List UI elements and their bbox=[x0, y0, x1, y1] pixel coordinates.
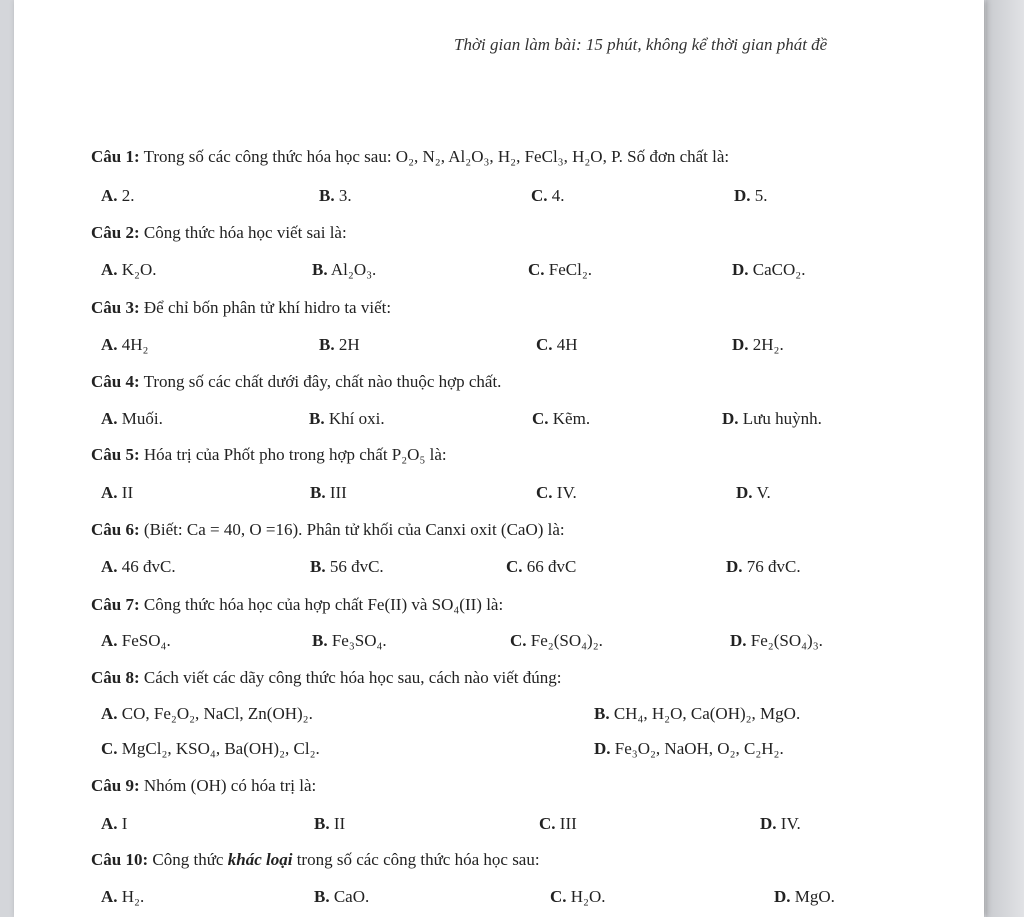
option-c[interactable] bbox=[531, 186, 565, 206]
option-d[interactable] bbox=[774, 887, 835, 907]
option-c[interactable] bbox=[101, 739, 320, 759]
option-text: 2H₂. bbox=[748, 335, 784, 354]
option-letter: A. bbox=[101, 631, 118, 650]
option-b[interactable] bbox=[314, 887, 369, 907]
option-c[interactable] bbox=[506, 557, 576, 577]
question-text: Trong số các công thức hóa học sau: O₂, N₂, Al₂O₃, H₂, FeCl₃, H₂O, P. Số đơn chất là: bbox=[139, 147, 730, 166]
option-c[interactable] bbox=[528, 260, 592, 280]
option-text: H₂O. bbox=[566, 887, 606, 906]
option-letter: A. bbox=[101, 887, 118, 906]
window-gutter bbox=[986, 0, 1024, 917]
option-text: Fe₂(SO₄)₂. bbox=[526, 631, 603, 650]
option-letter: A. bbox=[101, 409, 118, 428]
question-6 bbox=[91, 520, 565, 540]
option-letter: D. bbox=[726, 557, 743, 576]
option-letter: B. bbox=[309, 409, 325, 428]
question-text: Công thức hóa học của hợp chất Fe(II) và SO₄(II) là: bbox=[139, 595, 504, 614]
option-letter: D. bbox=[774, 887, 791, 906]
document-page bbox=[14, 0, 984, 917]
option-letter: A. bbox=[101, 186, 118, 205]
option-letter: B. bbox=[312, 631, 328, 650]
option-text: MgO. bbox=[790, 887, 835, 906]
option-c[interactable] bbox=[536, 335, 578, 355]
option-text: MgCl₂, KSO₄, Ba(OH)₂, Cl₂. bbox=[117, 739, 320, 758]
option-text: CH₄, H₂O, Ca(OH)₂, MgO. bbox=[609, 704, 801, 723]
option-letter: B. bbox=[319, 186, 335, 205]
option-letter: C. bbox=[536, 335, 553, 354]
question-label: Câu 5: bbox=[91, 445, 140, 464]
option-d[interactable] bbox=[760, 814, 801, 834]
option-letter: D. bbox=[732, 260, 749, 279]
option-text: CaCO₂. bbox=[748, 260, 806, 279]
question-label: Câu 8: bbox=[91, 668, 140, 687]
option-c[interactable] bbox=[532, 409, 590, 429]
option-a[interactable] bbox=[101, 557, 176, 577]
option-letter: C. bbox=[532, 409, 549, 428]
option-text: 46 đvC. bbox=[117, 557, 176, 576]
option-b[interactable] bbox=[310, 483, 347, 503]
question-label: Câu 4: bbox=[91, 372, 140, 391]
option-b[interactable] bbox=[319, 186, 352, 206]
option-letter: C. bbox=[506, 557, 523, 576]
option-letter: C. bbox=[536, 483, 553, 502]
option-text: II bbox=[117, 483, 134, 502]
question-emphasis: khác loại bbox=[227, 850, 293, 869]
option-text: III bbox=[325, 483, 347, 502]
option-d[interactable] bbox=[722, 409, 822, 429]
option-text: III bbox=[555, 814, 577, 833]
option-letter: D. bbox=[732, 335, 749, 354]
option-text: FeCl₂. bbox=[544, 260, 593, 279]
option-letter: D. bbox=[736, 483, 753, 502]
option-a[interactable] bbox=[101, 260, 157, 280]
option-a[interactable] bbox=[101, 704, 313, 724]
option-text: 66 đvC bbox=[522, 557, 577, 576]
option-b[interactable] bbox=[314, 814, 345, 834]
option-b[interactable] bbox=[312, 631, 387, 651]
option-d[interactable] bbox=[736, 483, 771, 503]
question-label: Câu 6: bbox=[91, 520, 140, 539]
option-letter: C. bbox=[528, 260, 545, 279]
option-text: Al₂O₃. bbox=[327, 260, 377, 279]
option-text: IV. bbox=[552, 483, 577, 502]
option-letter: D. bbox=[722, 409, 739, 428]
option-d[interactable] bbox=[734, 186, 768, 206]
option-text: CaO. bbox=[329, 887, 370, 906]
option-text: Lưu huỳnh. bbox=[738, 409, 822, 428]
option-letter: D. bbox=[730, 631, 747, 650]
question-1 bbox=[91, 147, 729, 167]
option-letter: B. bbox=[319, 335, 335, 354]
option-letter: D. bbox=[594, 739, 611, 758]
option-letter: A. bbox=[101, 260, 118, 279]
question-label: Câu 3: bbox=[91, 298, 140, 317]
option-d[interactable] bbox=[732, 260, 805, 280]
option-letter: A. bbox=[101, 814, 118, 833]
option-d[interactable] bbox=[732, 335, 784, 355]
question-label: Câu 9: bbox=[91, 776, 140, 795]
option-letter: B. bbox=[312, 260, 328, 279]
option-letter: C. bbox=[539, 814, 556, 833]
option-letter: C. bbox=[550, 887, 567, 906]
option-a[interactable] bbox=[101, 335, 149, 355]
question-10 bbox=[91, 850, 540, 870]
question-text: Cách viết các dãy công thức hóa học sau, cách nào viết đúng: bbox=[139, 668, 562, 687]
option-letter: B. bbox=[314, 814, 330, 833]
option-letter: C. bbox=[101, 739, 118, 758]
question-label: Câu 10: bbox=[91, 850, 149, 869]
option-text: Fe₂(SO₄)₃. bbox=[746, 631, 823, 650]
option-b[interactable] bbox=[594, 704, 800, 724]
option-a[interactable] bbox=[101, 483, 133, 503]
question-text: Để chỉ bốn phân tử khí hidro ta viết: bbox=[139, 298, 392, 317]
question-text: (Biết: Ca = 40, O =16). Phân tử khối của Canxi oxit (CaO) là: bbox=[139, 520, 565, 539]
option-letter: D. bbox=[734, 186, 751, 205]
option-text: 4. bbox=[547, 186, 565, 205]
question-9 bbox=[91, 776, 316, 796]
option-text: Kẽm. bbox=[548, 409, 591, 428]
question-3 bbox=[91, 298, 391, 318]
option-text: V. bbox=[752, 483, 771, 502]
question-text: Trong số các chất dưới đây, chất nào thuộc hợp chất. bbox=[139, 372, 502, 391]
option-letter: A. bbox=[101, 557, 118, 576]
option-b[interactable] bbox=[312, 260, 376, 280]
question-text: Công thức hóa học viết sai là: bbox=[139, 223, 347, 242]
option-b[interactable] bbox=[309, 409, 385, 429]
option-text: 4H bbox=[552, 335, 578, 354]
option-b[interactable] bbox=[310, 557, 384, 577]
option-text: 3. bbox=[334, 186, 352, 205]
question-2 bbox=[91, 223, 347, 243]
question-text-before: Công thức bbox=[148, 850, 228, 869]
option-text: 2H bbox=[334, 335, 360, 354]
time-note: Thời gian làm bài: 15 phút, không kể thời gian phát đề bbox=[454, 35, 828, 54]
option-letter: C. bbox=[510, 631, 527, 650]
option-text: Fe₃SO₄. bbox=[327, 631, 387, 650]
option-text: K₂O. bbox=[117, 260, 157, 279]
option-d[interactable] bbox=[730, 631, 823, 651]
option-a[interactable] bbox=[101, 186, 135, 206]
option-b[interactable] bbox=[319, 335, 360, 355]
option-text: II bbox=[329, 814, 346, 833]
option-letter: B. bbox=[314, 887, 330, 906]
question-8 bbox=[91, 668, 561, 688]
question-4 bbox=[91, 372, 501, 392]
option-letter: B. bbox=[594, 704, 610, 723]
option-a[interactable] bbox=[101, 631, 171, 651]
option-text: Muối. bbox=[117, 409, 163, 428]
option-text: FeSO₄. bbox=[117, 631, 171, 650]
option-text: Khí oxi. bbox=[324, 409, 385, 428]
option-d[interactable] bbox=[726, 557, 801, 577]
option-text: 76 đvC. bbox=[742, 557, 801, 576]
option-text: CO, Fe₂O₂, NaCl, Zn(OH)₂. bbox=[117, 704, 313, 723]
option-letter: A. bbox=[101, 704, 118, 723]
question-7 bbox=[91, 595, 503, 615]
option-letter: A. bbox=[101, 335, 118, 354]
question-label: Câu 7: bbox=[91, 595, 140, 614]
option-letter: B. bbox=[310, 483, 326, 502]
question-text: Nhóm (OH) có hóa trị là: bbox=[139, 776, 317, 795]
option-c[interactable] bbox=[550, 887, 606, 907]
option-a[interactable] bbox=[101, 814, 127, 834]
option-text: 2. bbox=[117, 186, 135, 205]
option-c[interactable] bbox=[536, 483, 577, 503]
question-5 bbox=[91, 445, 447, 465]
option-letter: D. bbox=[760, 814, 777, 833]
question-label: Câu 2: bbox=[91, 223, 140, 242]
option-text: 5. bbox=[750, 186, 768, 205]
question-text: Hóa trị của Phốt pho trong hợp chất P₂O₅ là: bbox=[139, 445, 447, 464]
option-text: IV. bbox=[776, 814, 801, 833]
option-d[interactable] bbox=[594, 739, 784, 759]
option-letter: B. bbox=[310, 557, 326, 576]
option-c[interactable] bbox=[510, 631, 603, 651]
option-letter: A. bbox=[101, 483, 118, 502]
option-a[interactable] bbox=[101, 409, 163, 429]
option-text: Fe₃O₂, NaOH, O₂, C₂H₂. bbox=[610, 739, 784, 758]
option-text: 56 đvC. bbox=[325, 557, 384, 576]
option-letter: C. bbox=[531, 186, 548, 205]
question-label: Câu 1: bbox=[91, 147, 140, 166]
option-text: I bbox=[117, 814, 128, 833]
question-text-after: trong số các công thức hóa học sau: bbox=[292, 850, 540, 869]
option-a[interactable] bbox=[101, 887, 144, 907]
option-text: 4H₂ bbox=[117, 335, 149, 354]
option-text: H₂. bbox=[117, 887, 145, 906]
option-c[interactable] bbox=[539, 814, 577, 834]
